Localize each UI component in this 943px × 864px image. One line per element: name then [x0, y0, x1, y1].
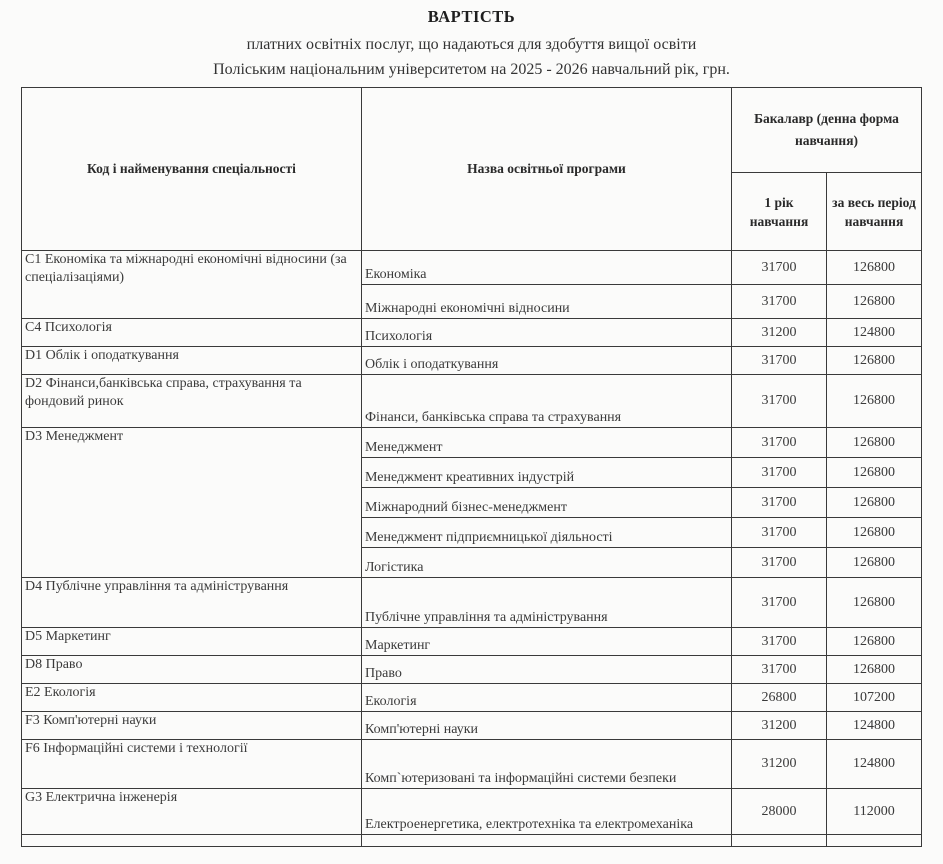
specialty-cell: D5 Маркетинг: [22, 628, 362, 656]
header-first-year: 1 рік навчання: [732, 173, 827, 251]
full-period-price: 126800: [827, 347, 922, 375]
table-row: [22, 740, 922, 789]
specialty-cell: C4 Психологія: [22, 319, 362, 347]
first-year-price: 31700: [732, 628, 827, 656]
first-year-price: 28000: [732, 789, 827, 835]
program-cell: Фінанси, банківська справа та страхування: [362, 375, 732, 428]
document-subtitle-line-1: платних освітніх послуг, що надаються для здобуття вищої освіти: [246, 36, 697, 53]
program-cell: Екологія: [362, 684, 732, 712]
table-row: [22, 656, 922, 684]
first-year-price: 31700: [732, 375, 827, 428]
specialty-cell: F6 Інформаційні системи і технології: [22, 740, 362, 789]
program-cell: Право: [362, 656, 732, 684]
program-cell: Менеджмент підприємницької діяльності: [362, 518, 732, 548]
full-period-price: 124800: [827, 319, 922, 347]
full-period-price: 126800: [827, 656, 922, 684]
full-period-price: 107200: [827, 684, 922, 712]
document-subtitle-line-2: Поліським національним університетом на 2025 - 2026 навчальний рік, грн.: [213, 61, 730, 78]
specialty-cell: D1 Облік і оподаткування: [22, 347, 362, 375]
program-cell: Комп'ютерні науки: [362, 712, 732, 740]
program-cell: Логістика: [362, 548, 732, 578]
table-row: [22, 628, 922, 656]
full-period-price: 126800: [827, 628, 922, 656]
first-year-price: 31700: [732, 518, 827, 548]
program-cell: Психологія: [362, 319, 732, 347]
specialty-cell: D8 Право: [22, 656, 362, 684]
program-cell: Менеджмент креативних індустрій: [362, 458, 732, 488]
table-row: [22, 578, 922, 628]
program-cell: Економіка: [362, 251, 732, 285]
program-cell: Менеджмент: [362, 428, 732, 458]
specialty-cell: D4 Публічне управління та адміністрування: [22, 578, 362, 628]
specialty-cell: C1 Економіка та міжнародні економічні відносини (за спеціалізаціями): [22, 251, 362, 319]
full-period-price: 124800: [827, 712, 922, 740]
first-year-price: 31700: [732, 251, 827, 285]
program-cell: Електроенергетика, електротехніка та електромеханіка: [362, 789, 732, 835]
specialty-cell: E2 Екологія: [22, 684, 362, 712]
full-period-price: 112000: [827, 789, 922, 835]
first-year-price: 31700: [732, 656, 827, 684]
table-row: [22, 789, 922, 835]
first-year-price: 26800: [732, 684, 827, 712]
document-title: ВАРТІСТЬ: [427, 7, 516, 26]
first-year-price: 31700: [732, 548, 827, 578]
first-year-price: 31200: [732, 712, 827, 740]
tuition-fee-table: [21, 87, 922, 847]
header-program: Назва освітньої програми: [362, 88, 732, 251]
table-row: [22, 428, 922, 458]
table-row: [22, 375, 922, 428]
program-cell: Публічне управління та адміністрування: [362, 578, 732, 628]
header-full-period: за весь період навчання: [827, 173, 922, 251]
program-cell: Міжнародні економічні відносини: [362, 285, 732, 319]
first-year-price: 31700: [732, 458, 827, 488]
header-specialty: Код і найменування спеціальності: [22, 88, 362, 251]
specialty-cell: D3 Менеджмент: [22, 428, 362, 578]
table-row: [22, 319, 922, 347]
first-year-price: 31700: [732, 347, 827, 375]
first-year-price: 31200: [732, 740, 827, 789]
full-period-price: 126800: [827, 488, 922, 518]
program-cell: Облік і оподаткування: [362, 347, 732, 375]
program-cell: Комп`ютеризовані та інформаційні системи безпеки: [362, 740, 732, 789]
specialty-cell: D2 Фінанси,банківська справа, страхування та фондовий ринок: [22, 375, 362, 428]
header-bachelor: Бакалавр (денна форма навчання): [732, 88, 922, 173]
first-year-price: 31700: [732, 578, 827, 628]
specialty-cell: F3 Комп'ютерні науки: [22, 712, 362, 740]
table-row: [22, 684, 922, 712]
full-period-price: 126800: [827, 548, 922, 578]
full-period-price: 124800: [827, 740, 922, 789]
program-cell: Маркетинг: [362, 628, 732, 656]
full-period-price: 126800: [827, 375, 922, 428]
full-period-price: 126800: [827, 285, 922, 319]
first-year-price: 31700: [732, 488, 827, 518]
table-row: [22, 347, 922, 375]
full-period-price: 126800: [827, 578, 922, 628]
table-row: [22, 251, 922, 285]
table-row: [22, 712, 922, 740]
table-row-cut: [22, 835, 922, 847]
first-year-price: 31200: [732, 319, 827, 347]
first-year-price: 31700: [732, 285, 827, 319]
full-period-price: 126800: [827, 428, 922, 458]
first-year-price: 31700: [732, 428, 827, 458]
full-period-price: 126800: [827, 458, 922, 488]
program-cell: Міжнародний бізнес-менеджмент: [362, 488, 732, 518]
full-period-price: 126800: [827, 251, 922, 285]
full-period-price: 126800: [827, 518, 922, 548]
specialty-cell: G3 Електрична інженерія: [22, 789, 362, 835]
